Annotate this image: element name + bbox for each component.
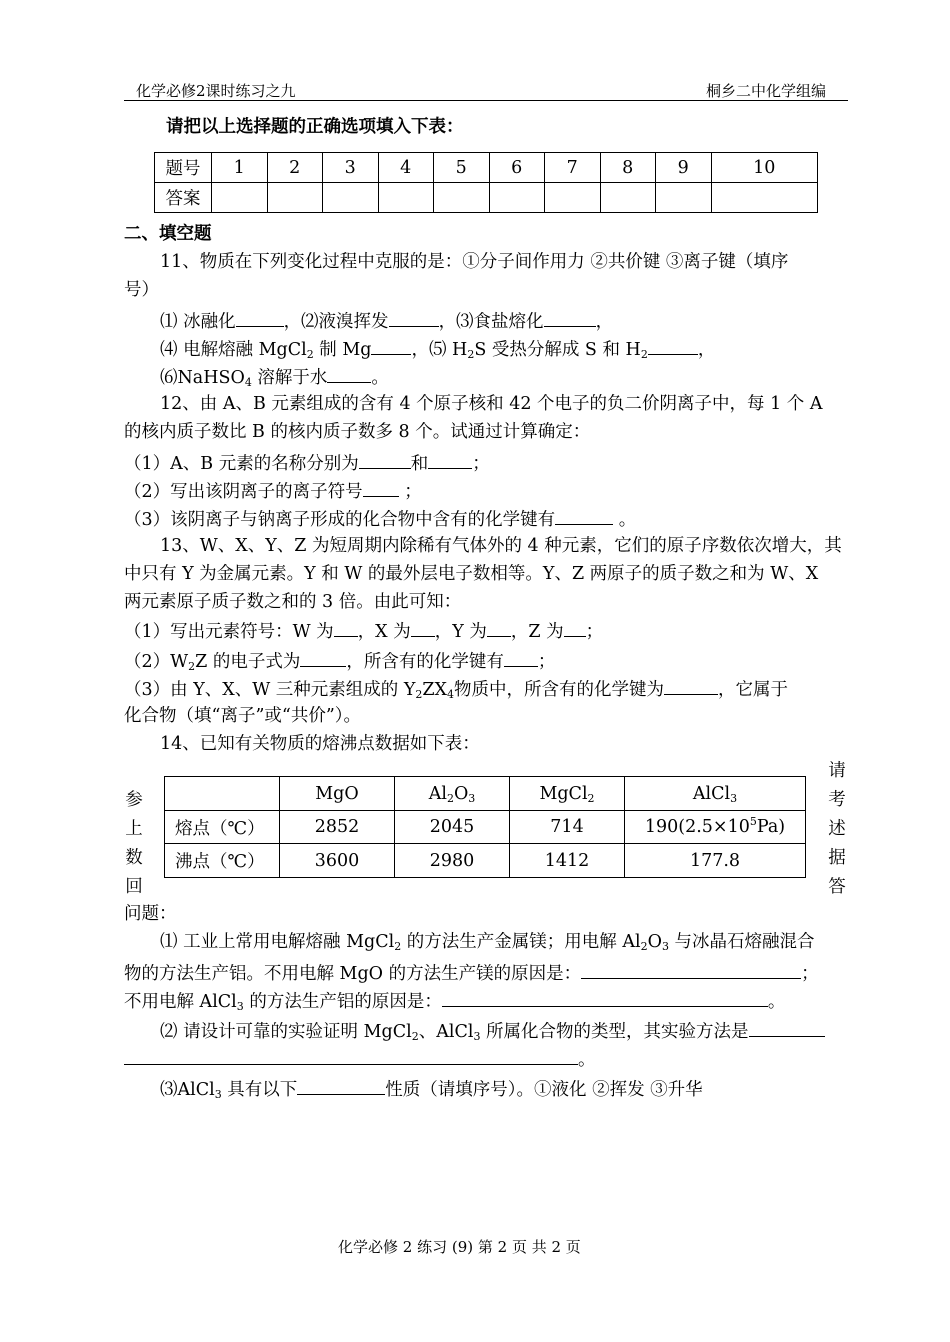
text: O: [647, 932, 662, 952]
column-header: [625, 777, 806, 811]
column-header: [280, 777, 395, 811]
text: Pa): [756, 817, 786, 837]
subscript: 3: [468, 791, 476, 805]
subscript: 4: [447, 688, 454, 701]
blank[interactable]: [236, 306, 284, 327]
blank[interactable]: [411, 616, 435, 637]
text: ⑶AlCl: [160, 1080, 215, 1100]
q14-p1-line2: 物的方法生产铝。不用电解 MgO 的方法生产镁的原因是： ；: [124, 958, 819, 988]
answer-cell[interactable]: [434, 183, 490, 213]
blank[interactable]: [300, 646, 346, 667]
text: 所属化合物的类型，其实验方法是: [480, 1022, 749, 1042]
text: 与冰晶石熔融混合: [668, 932, 815, 952]
text: 、AlCl: [418, 1022, 474, 1042]
table-cell: 177.8: [625, 844, 806, 878]
blank[interactable]: [648, 334, 698, 355]
header-left: 化学必修2课时练习之九: [136, 82, 296, 100]
text: 制 Mg: [313, 340, 372, 360]
row-label-answer: 答案: [155, 183, 212, 213]
text: ZX: [422, 680, 447, 700]
blank[interactable]: [428, 448, 472, 469]
table-cell: 2045: [395, 811, 510, 844]
answer-cell[interactable]: [545, 183, 601, 213]
answer-cell[interactable]: [212, 183, 268, 213]
q11-line2: 号）: [124, 280, 159, 300]
text: 物的方法生产铝。不用电解 MgO 的方法生产镁的原因是：: [124, 964, 582, 984]
blank[interactable]: [334, 616, 358, 637]
side-char: 答: [828, 877, 846, 897]
side-char: 回: [125, 877, 143, 897]
q14-p2-line1: [160, 1016, 825, 1046]
q14-after-table: 问题：: [124, 904, 177, 924]
column-header: [395, 777, 510, 811]
table-cell: 3600: [280, 844, 395, 878]
text: 具有以下: [221, 1080, 298, 1100]
column-header: [510, 777, 625, 811]
subscript: 2: [640, 348, 648, 361]
question-number: 9: [656, 153, 712, 183]
text: 性质（请填序号）。①液化 ②挥发 ③升华: [385, 1080, 703, 1100]
blank[interactable]: [371, 334, 411, 355]
blank[interactable]: [487, 616, 511, 637]
text: MgO: [315, 783, 359, 804]
text: ，⑵液溴挥发: [283, 312, 389, 332]
text: ，Y 为: [434, 622, 487, 642]
text: （1）A、B 元素的名称分别为: [124, 454, 359, 474]
table-cell: 1412: [510, 844, 625, 878]
subscript: 3: [473, 1030, 481, 1043]
blank[interactable]: [555, 504, 613, 525]
text: ，它属于: [718, 680, 788, 700]
blank[interactable]: [442, 986, 768, 1007]
answer-cell[interactable]: [267, 183, 323, 213]
section-title: 二、填空题: [124, 224, 212, 244]
subscript: 3: [730, 791, 738, 805]
page-footer: 化学必修 2 练习 (9) 第 2 页 共 2 页: [338, 1238, 581, 1256]
text: ，⑶食盐熔化: [438, 312, 544, 332]
table-cell: [625, 811, 806, 844]
q14-intro: 14、已知有关物质的熔沸点数据如下表：: [160, 734, 480, 754]
text: ⑹NaHSO: [160, 368, 245, 388]
answer-cell[interactable]: [600, 183, 656, 213]
q12-s1: （1）A、B 元素的名称分别为 和 ；: [124, 448, 490, 478]
text: ⑴ 冰融化: [160, 312, 236, 332]
q12-line2: 的核内质子数比 B 的核内质子数多 8 个。试通过计算确定：: [124, 422, 591, 442]
text: （3）该阴离子与钠离子形成的化合物中含有的化学键有: [124, 510, 556, 530]
text: AlCl: [692, 783, 731, 804]
side-text-right: [827, 757, 847, 902]
text: ，⑸ H: [411, 340, 468, 360]
side-char: 据: [828, 848, 846, 868]
text: ，所含有的化学键有: [346, 652, 504, 672]
q11-row-c: ⑹NaHSO$_4$ 溶解于水 。: [160, 362, 389, 392]
superscript: 5: [749, 815, 757, 828]
blank[interactable]: [124, 1044, 578, 1065]
table-cell: 2852: [280, 811, 395, 844]
question-number: 10: [711, 153, 818, 183]
blank[interactable]: [389, 306, 439, 327]
text: 的方法生产金属镁；用电解 Al: [401, 932, 641, 952]
blank[interactable]: [504, 646, 538, 667]
question-number: 8: [600, 153, 656, 183]
answer-table: [154, 152, 818, 213]
text: 190(2.5×10: [644, 817, 750, 837]
header-right: 桐乡二中化学组编: [706, 82, 827, 100]
q13-s2: $(2)W_2Z$ 的电子式为 ，所含有的化学键有 ；: [124, 646, 555, 676]
blank[interactable]: [544, 306, 596, 327]
subscript: 2: [394, 940, 402, 953]
row-label-number: 题号: [155, 153, 212, 183]
q13-line2: 中只有 Y 为金属元素。Y 和 W 的最外层电子数相等。Y、Z 两原子的质子数之和为 W、X: [124, 564, 819, 584]
text: 的方法生产铝的原因是：: [243, 992, 442, 1012]
blank[interactable]: [581, 958, 801, 979]
text: 物质中，所含有的化学键为: [454, 680, 664, 700]
q13-s1: （1）写出元素符号：W 为 ，X 为 ，Y 为 ，Z 为 ；: [124, 616, 603, 646]
subscript: 3: [236, 1000, 244, 1013]
answer-cell[interactable]: [378, 183, 434, 213]
text: Al: [428, 783, 447, 804]
blank[interactable]: [359, 448, 411, 469]
answer-cell[interactable]: [323, 183, 379, 213]
side-text-left: [124, 786, 144, 902]
text: （2）写出该阴离子的离子符号: [124, 482, 363, 502]
text: O: [453, 783, 469, 804]
text: S 受热分解成 S 和 H: [474, 340, 641, 360]
row-label: 沸点（℃）: [165, 844, 280, 878]
blank[interactable]: [749, 1016, 825, 1037]
q13-line3: 两元素原子质子数之和的 3 倍。由此可知：: [124, 592, 462, 612]
q12-line1: 12、由 A、B 元素组成的含有 4 个原子核和 42 个电子的负二价阴离子中，每 1 个 A: [160, 394, 823, 414]
q12-s2: （2）写出该阴离子的离子符号 ；: [124, 476, 422, 506]
text: （1）写出元素符号：W 为: [124, 622, 334, 642]
header-rule: [124, 100, 848, 101]
text: 和: [410, 454, 429, 474]
question-number: 7: [545, 153, 601, 183]
blank[interactable]: [327, 362, 371, 383]
answer-cell[interactable]: [656, 183, 712, 213]
text: ，Z 为: [510, 622, 564, 642]
table-cell: 2980: [395, 844, 510, 878]
blank[interactable]: [297, 1074, 385, 1095]
answer-cell[interactable]: [711, 183, 818, 213]
melting-boiling-table: [164, 776, 806, 878]
corner-cell: [165, 777, 280, 811]
table-cell: 714: [510, 811, 625, 844]
subscript: 2: [446, 791, 454, 805]
q11-row-a: ⑴ 冰融化 ，⑵液溴挥发 ，⑶食盐熔化 ，: [160, 306, 613, 336]
side-char: 数: [125, 848, 143, 868]
subscript: 4: [244, 376, 252, 389]
q14-p1-line1: [160, 928, 815, 956]
side-char: 述: [828, 819, 846, 839]
text: （3）由 Y、X、W 三种元素组成的 Y: [124, 680, 416, 700]
question-number: 4: [378, 153, 434, 183]
question-number: 5: [434, 153, 490, 183]
q11-row-b: ⑷ 电解熔融 MgCl$_2$ 制 Mg ，⑸ $H_2S$ 受热分解成 S 和 $H_2$ ，: [160, 334, 715, 364]
q14-p1-line3: 不用电解 AlCl$_3$ 的方法生产铝的原因是： 。: [124, 986, 785, 1016]
subscript: 3: [214, 1088, 222, 1101]
row-label: 熔点（℃）: [165, 811, 280, 844]
q14-p3: [160, 1074, 703, 1104]
question-number: 6: [489, 153, 545, 183]
text: ，X 为: [357, 622, 411, 642]
q12-s3: （3）该阴离子与钠离子形成的化合物中含有的化学键有 。: [124, 504, 636, 534]
text: ⑵ 请设计可靠的实验证明 MgCl: [160, 1022, 412, 1042]
side-char: 参: [125, 790, 143, 810]
text: 溶解于水: [251, 368, 328, 388]
text: ⑴ 工业上常用电解熔融 MgCl: [160, 932, 395, 952]
q13-s3: [124, 674, 788, 704]
text: （2）W: [124, 652, 189, 672]
q13-s3-cont: 化合物（填“离子”或“共价”）。: [124, 706, 362, 726]
side-char: 上: [125, 819, 143, 839]
text: Z 的电子式为: [195, 652, 301, 672]
q13-line1: 13、W、X、Y、Z 为短周期内除稀有气体外的 4 种元素，它们的原子序数依次增大，其: [160, 536, 842, 556]
question-number: 1: [212, 153, 268, 183]
blank[interactable]: [363, 476, 399, 497]
question-number: 2: [267, 153, 323, 183]
subscript: 2: [188, 660, 196, 673]
side-char: 请: [828, 761, 846, 781]
subscript: 3: [661, 940, 669, 953]
blank[interactable]: [564, 616, 586, 637]
subscript: 2: [411, 1030, 419, 1043]
text: MgCl: [539, 783, 588, 804]
q14-p2-line2: 。: [124, 1044, 596, 1074]
q11-line1: 11、物质在下列变化过程中克服的是：①分子间作用力 ②共价键 ③离子键（填序: [160, 252, 789, 272]
subscript: 2: [587, 791, 595, 805]
side-char: 考: [828, 790, 846, 810]
question-number: 3: [323, 153, 379, 183]
text: ⑷ 电解熔融 MgCl: [160, 340, 307, 360]
answer-table-instruction: 请把以上选择题的正确选项填入下表：: [166, 117, 464, 137]
subscript: 2: [306, 348, 314, 361]
subscript: 2: [467, 348, 475, 361]
text: 不用电解 AlCl: [124, 992, 237, 1012]
answer-cell[interactable]: [489, 183, 545, 213]
subscript: 2: [640, 940, 648, 953]
blank[interactable]: [664, 674, 718, 695]
subscript: 2: [415, 688, 423, 701]
